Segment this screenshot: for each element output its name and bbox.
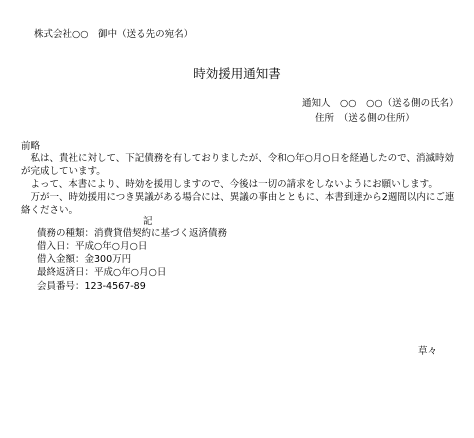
detail-borrow-date: 借入日：平成○年○月○日 — [37, 241, 148, 252]
body-paragraph: 万が一、時効援用につき異議がある場合には、異議の事由とともに、本書到達から2週間以内にご連絡ください。 — [21, 192, 455, 216]
document-title: 時効援用通知書 — [193, 66, 281, 81]
detail-debt-type: 債務の種類：消費貸借契約に基づく返済債務 — [37, 228, 228, 239]
salutation: 前略 — [21, 141, 41, 152]
sender-name: 通知人 ○○ ○○（送る側の氏名） — [302, 98, 459, 109]
sender-address: 住所 （送る側の住所） — [315, 113, 415, 124]
body-paragraph: よって、本書により、時効を援用しますので、今後は一切の請求をしないようにお願いします。 — [30, 179, 438, 190]
body-paragraph: 私は、貴社に対して、下記債務を有しておりましたが、令和○年○月○日を経過したので、消滅時効が完成しています。 — [21, 153, 454, 177]
closing: 草々 — [418, 346, 438, 357]
detail-last-payment-date: 最終返済日：平成○年○月○日 — [37, 267, 167, 278]
addressee: 株式会社○○ 御中（送る先の宛名） — [34, 29, 194, 40]
detail-borrow-amount: 借入金額：金300万円 — [37, 254, 132, 265]
ki-heading: 記 — [143, 216, 153, 227]
detail-member-number: 会員番号：123-4567-89 — [37, 281, 146, 292]
